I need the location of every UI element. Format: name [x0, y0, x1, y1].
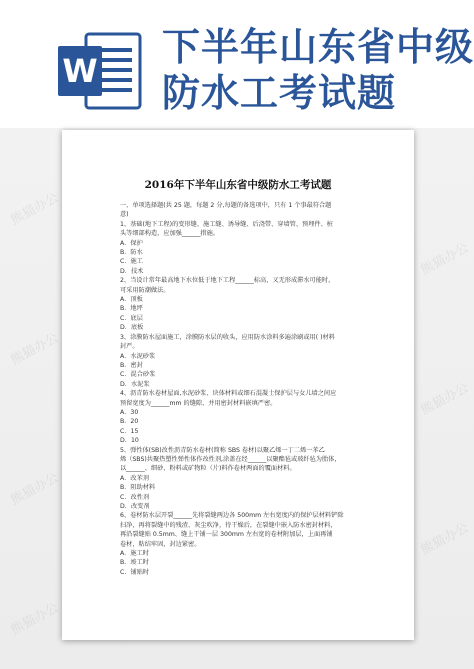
word-document-icon [56, 30, 144, 112]
document-line: 5、弹性体(SB)改性沥青防水卷材(简称 SBS 卷材)以聚乙烯一丁二烯一苯乙 [120, 446, 325, 454]
document-line: 头等细部构造，应加强______措施。 [120, 230, 219, 238]
document-page [62, 130, 414, 640]
header-title [162, 24, 474, 116]
document-line: B．20 [120, 418, 139, 426]
document-line: 封严。 [120, 343, 139, 351]
document-line: 6、卷材防水层开裂______先将裂缝两边各 500mm 左右宽度内的保护层材料铲除 [120, 512, 344, 520]
document-line: 意) [120, 211, 129, 219]
document-line: 3、涂膜防水屋面施工，涂膜防水层的收头，应用防水涂料多遍涂刷或用( )材料 [120, 333, 335, 341]
document-line: 一、单项选择题(共 25 题，每题 2 分,每题的备选项中，只有 1 个事最符合题 [120, 202, 332, 209]
document-line: 再沿裂缝贴 0.5mm、缝上干铺一层 300mm 左右宽的卷材附加层，上面再铺 [120, 531, 333, 539]
document-line: C．底层 [120, 314, 143, 322]
document-line: 4、沥青防水卷材屋面,水泥砂浆、块体材料或细石混凝土保护层与女儿墙之间应 [120, 390, 337, 398]
watermark-text: 熊猫办公 [8, 600, 62, 639]
document-line: 以______、细砂、粉料或矿物粒（片)料作卷材两面的覆面材料。 [120, 465, 296, 473]
document-line: 扫净，再将裂缝中的残渣、灰尘吹净，待干燥后，在裂缝中嵌入防水密封材料， [120, 521, 337, 529]
header-banner [0, 0, 474, 128]
document-line: 2、当设计常年最高地下水位低于地下工程______标高，又无形成滞水可能时， [120, 277, 335, 285]
watermark-text: 熊猫办公 [8, 190, 62, 229]
document-line: A．水泥砂浆 [120, 352, 156, 360]
document-line: C．15 [120, 427, 139, 435]
document-title: 2016年下半年山东省中级防水工考试题 [144, 179, 332, 191]
watermark-text: 熊猫办公 [418, 240, 472, 279]
document-line: A．保护 [120, 239, 143, 247]
watermark-text: 熊猫办公 [418, 380, 472, 419]
watermark-text: 熊猫办公 [8, 470, 62, 509]
document-line: C．改性剂 [120, 493, 150, 501]
header-title-line1: 下半年山东省中级 [162, 25, 474, 69]
document-line: D．10 [120, 437, 139, 445]
document-line: B．竣工时 [120, 559, 149, 567]
document-line: A．顶板 [120, 296, 143, 304]
document-line: 1、基础(地下工程)的变形缝、施工缝、诱导缝、后浇带、穿墙管、预埋件、桩 [120, 220, 333, 228]
document-line: C．施工 [120, 258, 143, 266]
document-line: B．密封 [120, 361, 143, 369]
document-line: 可采用防潮做法。 [120, 286, 170, 294]
document-line: D．水泥浆 [120, 380, 150, 388]
document-line: A．30 [120, 408, 139, 416]
document-line: 烯（SBS)共聚热塑性弹性体作改性剂,涂盖在经______以聚酯毡或玻纤毡为胎体， [120, 455, 341, 463]
document-line: 预留宽度为______mm 的缝隙，并用密封材料嵌填严密。 [120, 399, 277, 407]
document-line: B．防水 [120, 249, 143, 257]
document-line: B．地坪 [120, 305, 143, 313]
watermark-text: 熊猫办公 [8, 330, 62, 369]
document-line: D．改变剂 [120, 503, 150, 510]
document-line: A．施工时 [120, 550, 149, 558]
svg-text:W: W [62, 52, 98, 90]
document-line: D．技术 [120, 267, 144, 275]
document-body [120, 201, 370, 577]
document-line: A．改苯剂 [120, 474, 149, 482]
watermark-text: 熊猫办公 [418, 520, 472, 559]
document-line: 卷材，粘结牢固，封边紧密。 [120, 540, 201, 548]
document-line: D．底板 [120, 324, 144, 332]
header-title-line2: 防水工考试题 [162, 71, 397, 115]
document-line: C．铺贴时 [120, 568, 150, 576]
document-line: B．阻助材料 [120, 484, 156, 492]
document-line: C．混合砂浆 [120, 371, 156, 379]
